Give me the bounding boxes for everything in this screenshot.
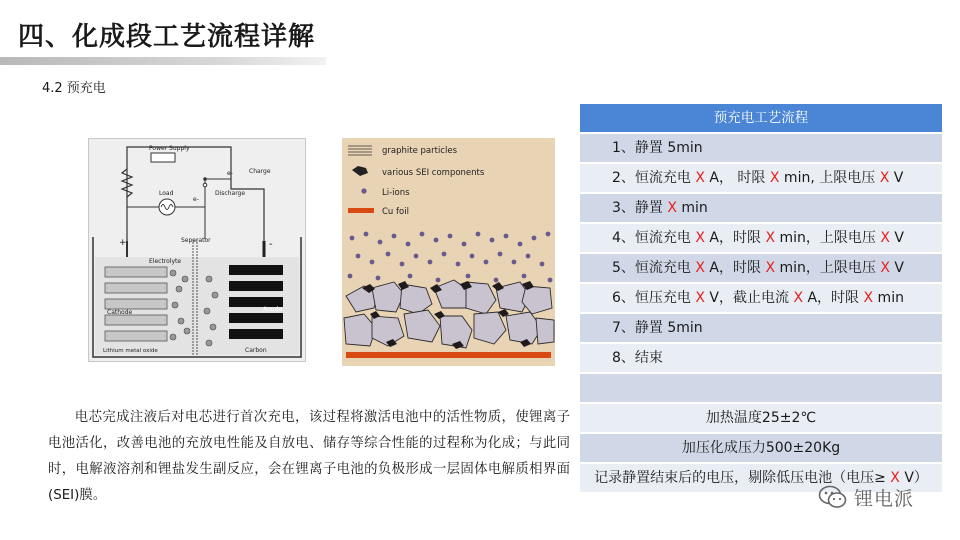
blank-row bbox=[580, 374, 942, 404]
process-note-row bbox=[580, 434, 942, 464]
row-text: A，时限 bbox=[704, 260, 766, 276]
wechat-icon bbox=[818, 485, 848, 509]
legend-graphite: graphite particles bbox=[382, 146, 457, 156]
process-step-row bbox=[580, 224, 942, 254]
row-text: 6、恒压充电 bbox=[612, 290, 696, 306]
separator-label: Separator bbox=[181, 237, 211, 244]
row-text: min，上限电压 bbox=[775, 230, 881, 246]
parameter-placeholder: X bbox=[765, 230, 776, 246]
row-text: 1、静置 5min bbox=[612, 140, 703, 156]
power-supply-label: Power Supply bbox=[149, 145, 190, 152]
parameter-placeholder: X bbox=[765, 260, 776, 276]
row-text: min bbox=[676, 200, 708, 216]
row-text: A， 时限 bbox=[704, 170, 770, 186]
row-text: 7、静置 5min bbox=[612, 320, 703, 336]
parameter-placeholder: X bbox=[667, 200, 677, 216]
legend-cu-foil: Cu foil bbox=[382, 207, 409, 217]
row-text: 8、结束 bbox=[612, 350, 663, 366]
parameter-placeholder: X bbox=[880, 230, 890, 246]
watermark-text: 锂电派 bbox=[854, 487, 915, 510]
row-text: V bbox=[889, 170, 904, 186]
load-label: Load bbox=[159, 190, 174, 197]
watermark bbox=[818, 484, 914, 510]
sei-illustration-figure bbox=[342, 138, 555, 366]
process-step-row bbox=[580, 194, 942, 224]
negative-terminal: - bbox=[269, 239, 273, 250]
parameter-placeholder: X bbox=[695, 230, 705, 246]
parameter-placeholder: X bbox=[793, 290, 804, 306]
row-text: 加热温度25±2℃ bbox=[705, 410, 817, 426]
process-step-row bbox=[580, 134, 942, 164]
row-text: V，截止电流 bbox=[704, 290, 794, 306]
row-text: A，时限 bbox=[803, 290, 864, 306]
legend-li-ions: Li-ions bbox=[382, 188, 410, 198]
process-step-row bbox=[580, 344, 942, 374]
row-text: 4、恒流充电 bbox=[612, 230, 696, 246]
row-text: 记录静置结束后的电压，剔除低压电池（电压≥ bbox=[594, 470, 891, 486]
cathode-label: Cathode bbox=[107, 309, 133, 316]
row-text: min，上限电压 bbox=[775, 260, 881, 276]
row-text: V bbox=[889, 230, 904, 246]
row-text: 2、恒流充电 bbox=[612, 170, 696, 186]
row-text: A，时限 bbox=[704, 230, 766, 246]
parameter-placeholder: X bbox=[695, 170, 705, 186]
process-table-header: 预充电工艺流程 bbox=[580, 104, 942, 134]
parameter-placeholder: X bbox=[695, 290, 705, 306]
process-step-row bbox=[580, 314, 942, 344]
positive-terminal: + bbox=[119, 238, 127, 248]
process-note-row bbox=[580, 404, 942, 434]
carbon-label: Carbon bbox=[245, 347, 267, 354]
anode-label: Anode bbox=[263, 306, 283, 313]
row-text: min, 上限电压 bbox=[779, 170, 880, 186]
lithium-metal-oxide-label: Lithium metal oxide bbox=[103, 348, 158, 354]
charge-label: Charge bbox=[249, 168, 271, 175]
parameter-placeholder: X bbox=[695, 260, 705, 276]
row-text: min bbox=[873, 290, 904, 306]
process-step-row bbox=[580, 254, 942, 284]
process-step-row bbox=[580, 164, 942, 194]
electron-label: e- bbox=[227, 170, 233, 177]
row-text: V） bbox=[899, 470, 928, 486]
row-text: 3、静置 bbox=[612, 200, 668, 216]
title-underline bbox=[0, 57, 326, 65]
precharge-process-table bbox=[580, 104, 942, 494]
electron-label-2: e- bbox=[193, 196, 199, 203]
row-text: V bbox=[889, 260, 904, 276]
row-text: 加压化成压力500±20Kg bbox=[681, 440, 841, 456]
parameter-placeholder: X bbox=[890, 470, 900, 486]
parameter-placeholder: X bbox=[863, 290, 874, 306]
process-step-row bbox=[580, 284, 942, 314]
cell-schematic-figure bbox=[88, 138, 306, 362]
description-paragraph: 电芯完成注液后对电芯进行首次充电，该过程将激活电池中的活性物质，使锂离子电池活化，改善电池的充放电性能及自放电、储存等综合性能的过程称为化成；与此同时，电解液溶剂和锂盐发生副反应，会在锂离子电池的负极形成一层固体电解质相界面(SEI)膜。 bbox=[48, 410, 570, 503]
electrolyte-label: Electrolyte bbox=[149, 258, 182, 265]
row-text: 5、恒流充电 bbox=[612, 260, 696, 276]
parameter-placeholder: X bbox=[880, 260, 890, 276]
parameter-placeholder: X bbox=[879, 170, 890, 186]
discharge-label: Discharge bbox=[215, 190, 246, 197]
legend-sei: various SEI components bbox=[382, 168, 485, 178]
section-subtitle: 4.2 预充电 bbox=[42, 81, 106, 96]
parameter-placeholder: X bbox=[769, 170, 780, 186]
page-title: 四、化成段工艺流程详解 bbox=[18, 22, 316, 52]
